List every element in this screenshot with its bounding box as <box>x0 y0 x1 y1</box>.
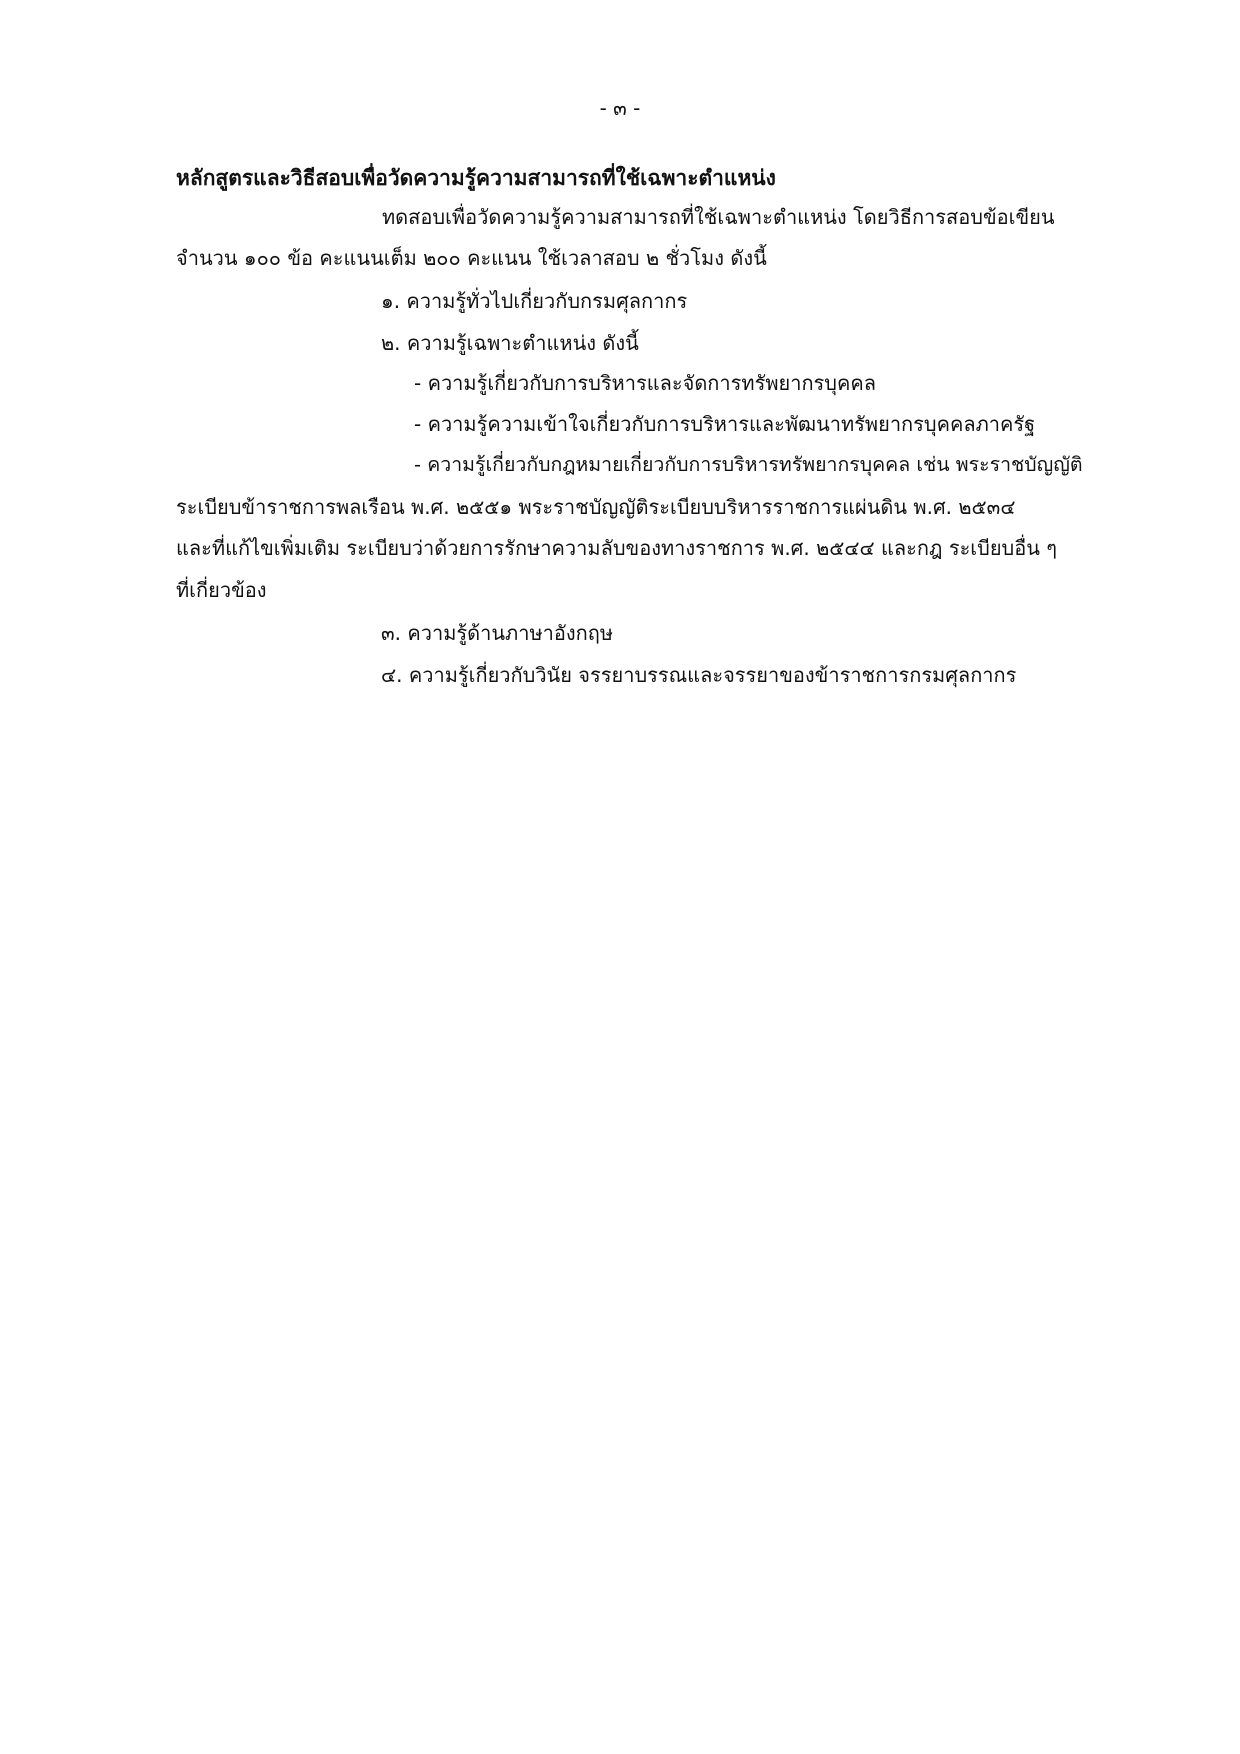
section-heading: หลักสูตรและวิธีสอบเพื่อวัดความรู้ความสามารถที่ใช้เฉพาะตำแหน่ง <box>176 166 776 190</box>
sub-item-3-continuation-3: ที่เกี่ยวข้อง <box>176 578 267 602</box>
sub-item-3: - ความรู้เกี่ยวกับกฎหมายเกี่ยวกับการบริหารทรัพยากรบุคคล เช่น พระราชบัญญัติ <box>414 453 1083 476</box>
list-item-2: ๒. ความรู้เฉพาะตำแหน่ง ดังนี้ <box>381 331 639 355</box>
intro-line-1: ทดสอบเพื่อวัดความรู้ความสามารถที่ใช้เฉพาะตำแหน่ง โดยวิธีการสอบข้อเขียน <box>382 205 1055 229</box>
list-item-4: ๔. ความรู้เกี่ยวกับวินัย จรรยาบรรณและจรรยาของข้าราชการกรมศุลกากร <box>381 663 1017 687</box>
list-item-1: ๑. ความรู้ทั่วไปเกี่ยวกับกรมศุลกากร <box>381 289 688 313</box>
sub-item-3-continuation-1: ระเบียบข้าราชการพลเรือน พ.ศ. ๒๕๕๑ พระราชบัญญัติระเบียบบริหารราชการแผ่นดิน พ.ศ. ๒๕๓๔ <box>176 495 1016 519</box>
sub-item-2: - ความรู้ความเข้าใจเกี่ยวกับการบริหารและพัฒนาทรัพยากรบุคคลภาครัฐ <box>414 412 1036 436</box>
page-number: - ๓ - <box>599 96 641 120</box>
list-item-3: ๓. ความรู้ด้านภาษาอังกฤษ <box>381 621 614 645</box>
sub-item-1: - ความรู้เกี่ยวกับการบริหารและจัดการทรัพยากรบุคคล <box>414 371 877 395</box>
intro-line-2: จำนวน ๑๐๐ ข้อ คะแนนเต็ม ๒๐๐ คะแนน ใช้เวลาสอบ ๒ ชั่วโมง ดังนี้ <box>176 246 767 270</box>
sub-item-3-continuation-2: และที่แก้ไขเพิ่มเติม ระเบียบว่าด้วยการรักษาความลับของทางราชการ พ.ศ. ๒๕๔๔ และกฎ ระเบียบอื่น ๆ <box>176 536 1058 560</box>
